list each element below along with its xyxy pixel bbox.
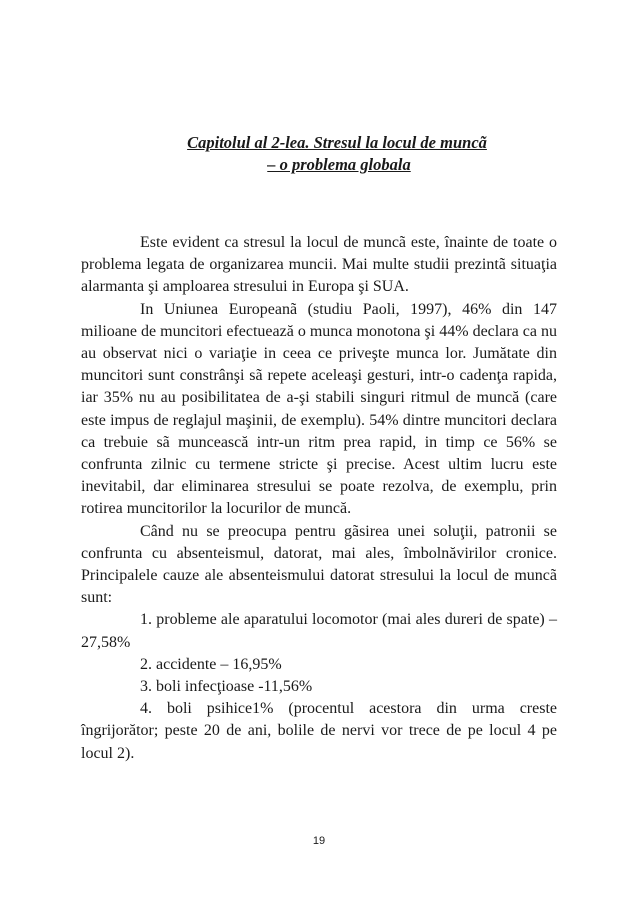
list-item-locomotor: 1. probleme ale aparatului locomotor (mai ales dureri de spate) – 27,58% (81, 611, 557, 651)
chapter-title (0, 132, 638, 176)
chapter-title-line-1: Capitolul al 2-lea. Stresul la locul de muncã (187, 133, 487, 152)
page-number: 19 (312, 835, 326, 847)
chapter-title-line-2: – o problema globala (267, 155, 411, 174)
list-item-psychic: 4. boli psihice1% (procentul acestora din urma creste îngrijorător; peste 20 de ani, bolile de nervi vor trece de pe locul 4 pe locul 2). (81, 700, 557, 762)
body-text (81, 232, 557, 765)
paragraph-absenteeism: Când nu se preocupa pentru gãsirea unei soluţii, patronii se confrunta cu absenteismul, datorat, mai ales, îmbolnăvirilor cronice. Principalele cauze ale absenteismului datorat stresului la locul de muncã sunt: (81, 522, 557, 607)
list-item-accidents: 2. accidente – 16,95% (140, 655, 282, 673)
list-item-infectious: 3. boli infecţioase -11,56% (140, 678, 313, 696)
paragraph-eu-study: In Uniunea Europeanã (studiu Paoli, 1997), 46% din 147 milioane de muncitori efectuează o munca monotona şi 44% declara ca nu au observat nici o variaţie in ceea ce priveşte munca lor. Jumătate din muncitori sunt constrânşi sã repete aceleaşi gesturi, intr-o cadenţa rapida, iar 35% nu au posibilitatea de a-şi stabili singuri ritmul de muncă (care este impus de reglajul maşinii, de exemplu). 54% dintre muncitori declara ca trebuie sã muncească intr-un ritm prea rapid, in timp ce 56% se confrunta zilnic cu termene stricte şi precise. Acest ultim lucru este inevitabil, dar eliminarea stresului se poate rezolva, de exemplu, prin rotirea muncitorilor la locurilor de muncă. (81, 300, 557, 518)
paragraph-intro: Este evident ca stresul la locul de muncã este, înainte de toate o problema legata de organizarea muncii. Mai multe studii prezintã situaţia alarmanta şi amploarea stresului in Europa şi SUA. (81, 234, 557, 296)
